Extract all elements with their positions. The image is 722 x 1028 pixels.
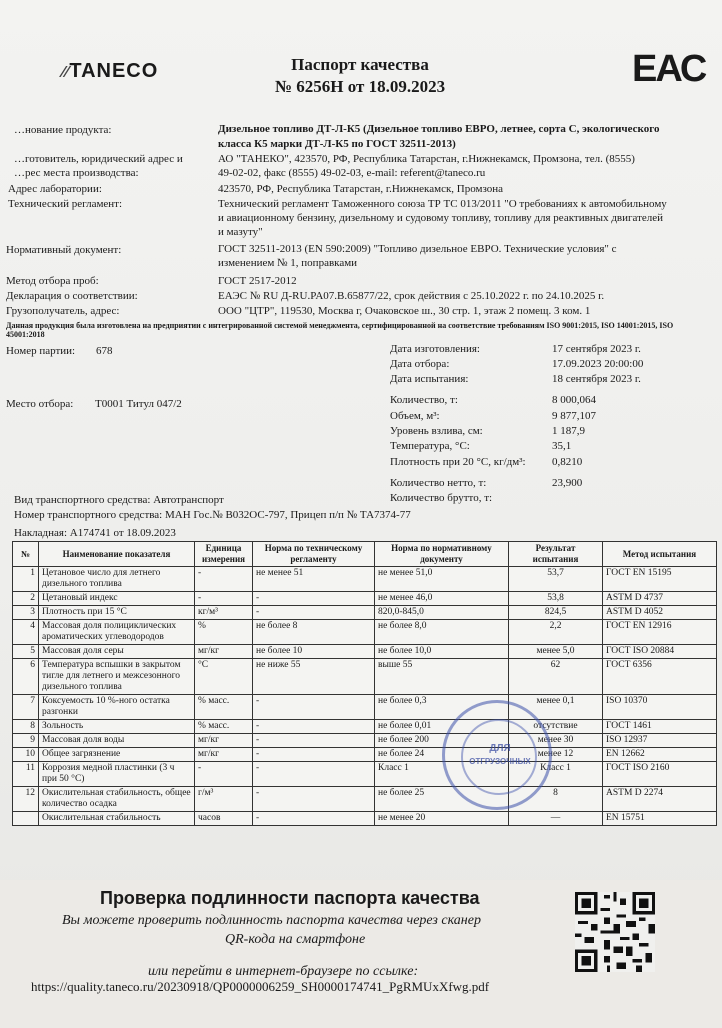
table-row	[13, 606, 717, 620]
consignee-label: Грузополучатель, адрес:	[6, 305, 120, 317]
cell-method: EN 12662	[603, 748, 717, 762]
stamp-line-1: ДЛЯ	[489, 743, 511, 754]
transport-type: Вид транспортного средства: Автотранспорт	[14, 494, 224, 506]
cell-method: ГОСТ EN 15195	[603, 567, 717, 592]
right-label-3: Количество, т:	[390, 394, 458, 406]
cell-reg-norm: -	[253, 592, 375, 606]
document-title: Паспорт качества	[291, 55, 429, 74]
cell-reg-norm: -	[253, 695, 375, 720]
authenticity-text-2: QR-кода на смартфоне	[225, 932, 366, 947]
normative-doc-label: Нормативный документ:	[6, 244, 122, 256]
header-method: Метод испытания	[603, 542, 717, 567]
table-row	[13, 720, 717, 734]
cell-doc-norm: не более 0,3	[375, 695, 509, 720]
header-indicator: Наименование показателя	[39, 542, 195, 567]
cell-unit: мг/кг	[195, 748, 253, 762]
cell-number: 7	[13, 695, 39, 720]
cell-indicator: Зольность	[39, 720, 195, 734]
table-row	[13, 734, 717, 748]
table-row	[13, 787, 717, 812]
table-row	[13, 748, 717, 762]
right-value-0: 17 сентября 2023 г.	[552, 343, 641, 355]
cell-reg-norm: не более 10	[253, 645, 375, 659]
cell-reg-norm: -	[253, 748, 375, 762]
cell-reg-norm: -	[253, 762, 375, 787]
right-value-6: 35,1	[552, 440, 572, 452]
sampling-method-label: Метод отбора проб:	[6, 275, 99, 287]
lab-value: 423570, РФ, Республика Татарстан, г.Нижнекамск, Промзона	[218, 183, 504, 195]
cell-method: ГОСТ 1461	[603, 720, 717, 734]
qr-code-icon[interactable]	[575, 892, 655, 972]
cell-reg-norm: -	[253, 787, 375, 812]
batch-label: Номер партии:	[6, 345, 76, 357]
cell-reg-norm: -	[253, 720, 375, 734]
cell-indicator: Коррозия медной пластинки (3 ч при 50 °С)	[39, 762, 195, 787]
cell-indicator: Окислительная стабильность, общее количество осадка	[39, 787, 195, 812]
cell-number: 9	[13, 734, 39, 748]
authenticity-heading: Проверка подлинности паспорта качества	[100, 888, 480, 908]
invoice: Накладная: А174741 от 18.09.2023	[14, 527, 176, 539]
right-value-5: 1 187,9	[552, 425, 585, 437]
sampling-method-value: ГОСТ 2517-2012	[218, 275, 297, 287]
cell-number: 11	[13, 762, 39, 787]
normative-doc-value-2: изменением № 1, поправками	[218, 257, 358, 269]
header-doc-norm: Норма по нормативному документу	[375, 542, 509, 567]
batch-value: 678	[96, 345, 113, 357]
sampling-place-label: Место отбора:	[6, 398, 74, 410]
header-reg-norm: Норма по техническому регламенту	[253, 542, 375, 567]
regulation-value-3: и мазуту"	[218, 226, 263, 238]
cell-doc-norm: выше 55	[375, 659, 509, 695]
cell-doc-norm: не более 8,0	[375, 620, 509, 645]
cell-doc-norm: не более 24	[375, 748, 509, 762]
cell-reg-norm: -	[253, 606, 375, 620]
cell-unit: кг/м³	[195, 606, 253, 620]
cell-result: 8	[509, 787, 603, 812]
right-label-5: Уровень взлива, см:	[390, 425, 483, 437]
cell-doc-norm: 820,0-845,0	[375, 606, 509, 620]
cell-number: 4	[13, 620, 39, 645]
lab-label: Адрес лаборатории:	[8, 183, 102, 195]
right-value-3: 8 000,064	[552, 394, 596, 406]
table-row	[13, 645, 717, 659]
cell-result: 53,7	[509, 567, 603, 592]
cell-reg-norm: не менее 51	[253, 567, 375, 592]
cell-method: ASTM D 4052	[603, 606, 717, 620]
cell-number: 1	[13, 567, 39, 592]
cell-indicator: Массовая доля полициклических ароматических углеводородов	[39, 620, 195, 645]
normative-doc-value-1: ГОСТ 32511-2013 (EN 590:2009) "Топливо дизельное ЕВРО. Технические условия" с	[218, 243, 617, 255]
cell-indicator: Температура вспышки в закрытом тигле для летнего и межсезонного дизельного топлива	[39, 659, 195, 695]
right-label-1: Дата отбора:	[390, 358, 450, 370]
cell-reg-norm: -	[253, 812, 375, 826]
header-unit: Единица измерения	[195, 542, 253, 567]
passport-number: № 6256Н от 18.09.2023	[274, 77, 446, 96]
right-value-2: 18 сентября 2023 г.	[552, 373, 641, 385]
table-row	[13, 695, 717, 720]
cell-indicator: Общее загрязнение	[39, 748, 195, 762]
consignee-value: ООО "ЦТР", 119530, Москва г, Очаковское ш., 30 стр. 1, этаж 2 помещ. 3 ком. 1	[218, 305, 591, 317]
cell-unit: %	[195, 620, 253, 645]
certification-stamp	[442, 700, 552, 810]
cell-number: 3	[13, 606, 39, 620]
cell-reg-norm: не ниже 55	[253, 659, 375, 695]
cell-result: 2,2	[509, 620, 603, 645]
table-row	[13, 659, 717, 695]
cell-number: 6	[13, 659, 39, 695]
right-label-8: Количество нетто, т:	[390, 477, 487, 489]
cell-method: ISO 10370	[603, 695, 717, 720]
cell-result: менее 0,1	[509, 695, 603, 720]
cell-indicator: Коксуемость 10 %-ного остатка разгонки	[39, 695, 195, 720]
table-row	[13, 812, 717, 826]
header-result: Результат испытания	[509, 542, 603, 567]
cell-result: —	[509, 812, 603, 826]
right-value-8: 23,900	[552, 477, 583, 489]
cell-doc-norm: не более 0,01	[375, 720, 509, 734]
cell-result: 53,8	[509, 592, 603, 606]
cell-indicator: Окислительная стабильность	[39, 812, 195, 826]
stamp-line-2: ОТГРУЗОЧНЫХ	[469, 757, 531, 766]
regulation-label: Технический регламент:	[8, 198, 123, 210]
right-value-1: 17.09.2023 20:00:00	[552, 358, 644, 370]
declaration-label: Декларация о соответствии:	[6, 290, 138, 302]
right-label-2: Дата испытания:	[390, 373, 469, 385]
verification-link[interactable]: https://quality.taneco.ru/20230918/QP0000006259_SH0000174741_PgRMUxXfwg.pdf	[31, 979, 490, 994]
table-row	[13, 592, 717, 606]
right-label-4: Объем, м³:	[390, 410, 440, 422]
cell-doc-norm: Класс 1	[375, 762, 509, 787]
cell-result: Класс 1	[509, 762, 603, 787]
authenticity-text-1: Вы можете проверить подлинность паспорта качества через сканер	[62, 913, 481, 928]
cell-indicator: Плотность при 15 °С	[39, 606, 195, 620]
cell-result: 824,5	[509, 606, 603, 620]
cell-method: ASTM D 2274	[603, 787, 717, 812]
cell-indicator: Цетановое число для летнего дизельного топлива	[39, 567, 195, 592]
cell-result: менее 30	[509, 734, 603, 748]
regulation-value-2: и авиационному бензину, дизельному и судовому топливу, топливу для реактивных двигателей	[218, 212, 664, 224]
cell-method: ГОСТ 6356	[603, 659, 717, 695]
iso-note: Данная продукция была изготовлена на предприятии с интегрированной системой менеджмента, сертифицированной на соответствие требованиям ISO 9001:2015, ISO 14001:2015, ISO 45001:2018	[6, 321, 674, 339]
cell-number: 8	[13, 720, 39, 734]
right-label-7: Плотность при 20 °С, кг/дм³:	[390, 456, 526, 468]
cell-unit: °С	[195, 659, 253, 695]
cell-unit: мг/кг	[195, 734, 253, 748]
cell-method: ASTM D 4737	[603, 592, 717, 606]
product-value-2: класса К5 марки ДТ-Л-К5 по ГОСТ 32511-2013)	[218, 138, 456, 150]
cell-unit: % масс.	[195, 695, 253, 720]
cell-number: 12	[13, 787, 39, 812]
cell-reg-norm: не более 8	[253, 620, 375, 645]
cell-result: менее 12	[509, 748, 603, 762]
cell-doc-norm: не более 10,0	[375, 645, 509, 659]
cell-unit: % масс.	[195, 720, 253, 734]
taneco-logo: ⁄⁄TANECO	[62, 60, 159, 82]
cell-indicator: Массовая доля серы	[39, 645, 195, 659]
header-number: №	[13, 542, 39, 567]
transport-number: Номер транспортного средства: МАН Гос.№ В032ОС-797, Прицеп п/п № ТА7374-77	[14, 509, 411, 521]
manufacturer-label-2: …рес места производства:	[14, 167, 139, 179]
cell-unit: -	[195, 762, 253, 787]
right-label-9: Количество брутто, т:	[390, 492, 493, 504]
cell-unit: г/м³	[195, 787, 253, 812]
manufacturer-value-1: АО "ТАНЕКО", 423570, РФ, Республика Татарстан, г.Нижнекамск, Промзона, тел. (8555)	[218, 153, 635, 165]
cell-doc-norm: не более 200	[375, 734, 509, 748]
right-label-6: Температура, °С:	[390, 440, 470, 452]
logo-mark-icon: ⁄⁄	[62, 64, 70, 81]
cell-number	[13, 812, 39, 826]
cell-indicator: Массовая доля воды	[39, 734, 195, 748]
cell-unit: -	[195, 567, 253, 592]
cell-result: менее 5,0	[509, 645, 603, 659]
product-label: …нование продукта:	[14, 124, 112, 136]
right-label-0: Дата изготовления:	[390, 343, 480, 355]
cell-method: ГОСТ EN 12916	[603, 620, 717, 645]
declaration-value: ЕАЭС № RU Д-RU.PA07.B.65877/22, срок действия с 25.10.2022 г. по 24.10.2025 г.	[218, 290, 605, 302]
table-row	[13, 762, 717, 787]
authenticity-text-3: или перейти в интернет-браузере по ссылке:	[148, 964, 419, 979]
table-header-row	[13, 542, 717, 567]
cell-doc-norm: не менее 20	[375, 812, 509, 826]
eac-mark: ЕАС	[632, 48, 706, 90]
cell-doc-norm: не менее 46,0	[375, 592, 509, 606]
quality-table	[12, 541, 717, 826]
cell-result: 62	[509, 659, 603, 695]
cell-number: 2	[13, 592, 39, 606]
cell-number: 5	[13, 645, 39, 659]
cell-number: 10	[13, 748, 39, 762]
right-value-7: 0,8210	[552, 456, 583, 468]
regulation-value-1: Технический регламент Таможенного союза ТР ТС 013/2011 "О требованиях к автомобильному	[218, 198, 667, 210]
cell-indicator: Цетановый индекс	[39, 592, 195, 606]
cell-unit: мг/кг	[195, 645, 253, 659]
sampling-place-value: Т0001 Титул 047/2	[95, 398, 182, 410]
cell-result: отсутствие	[509, 720, 603, 734]
cell-doc-norm: не более 25	[375, 787, 509, 812]
cell-method: EN 15751	[603, 812, 717, 826]
cell-method: ГОСТ ISO 2160	[603, 762, 717, 787]
manufacturer-label-1: …готовитель, юридический адрес и	[14, 153, 183, 165]
right-value-4: 9 877,107	[552, 410, 596, 422]
cell-method: ISO 12937	[603, 734, 717, 748]
cell-doc-norm: не менее 51,0	[375, 567, 509, 592]
cell-method: ГОСТ ISO 20884	[603, 645, 717, 659]
manufacturer-value-2: 49-02-02, факс (8555) 49-02-03, e-mail: referent@taneco.ru	[218, 167, 486, 179]
cell-reg-norm: -	[253, 734, 375, 748]
table-row	[13, 620, 717, 645]
cell-unit: -	[195, 592, 253, 606]
cell-unit: часов	[195, 812, 253, 826]
product-value-1: Дизельное топливо ДТ-Л-К5 (Дизельное топливо ЕВРО, летнее, сорта С, экологического	[218, 123, 660, 135]
table-row	[13, 567, 717, 592]
